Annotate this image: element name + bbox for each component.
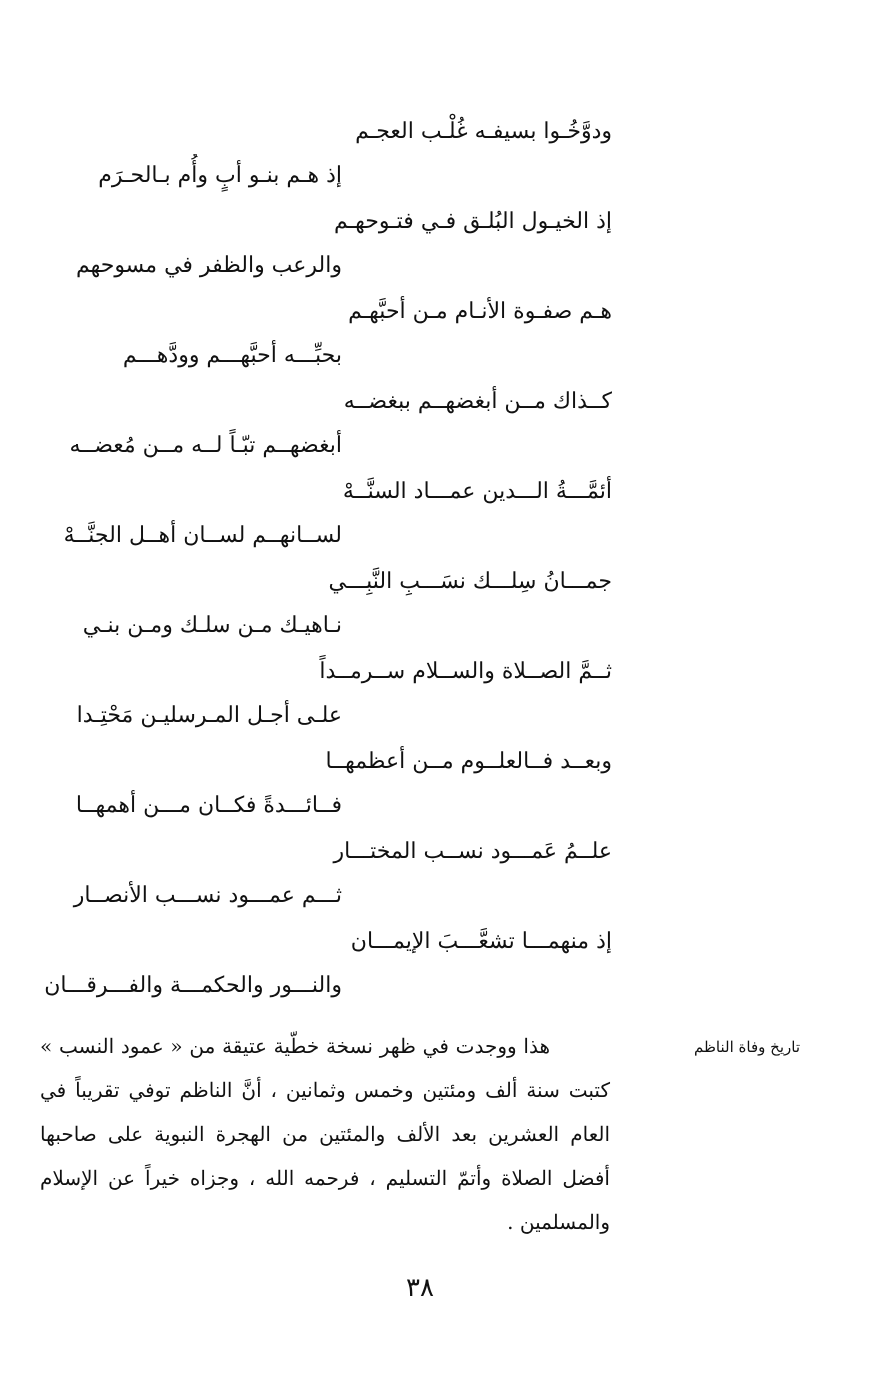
page-number: ٣٨	[406, 1273, 434, 1303]
verse-4-second-hemistich: أبغضهــم تبّـاً لــه مــن مُعضــه	[69, 433, 342, 458]
verse-6-first-hemistich: جمـــانُ سِلـــك نسَـــبِ النَّبِـــي	[328, 569, 612, 594]
verse-1-second-hemistich: إذ هـم بنـو أبٍ وأُم بـالحـرَم	[98, 163, 342, 188]
verse-3-first-hemistich: هـم صفـوة الأنـام مـن أحبَّهـم	[348, 299, 612, 324]
verse-3-second-hemistich: بحبِّـــه أحبَّهـــم وودَّهـــم	[122, 343, 342, 368]
verse-10-second-hemistich: والنـــور والحكمـــة والفـــرقـــان	[44, 973, 342, 998]
verse-8-first-hemistich: وبعــد فــالعلــوم مــن أعظمهــا	[325, 749, 612, 774]
verse-5-second-hemistich: لســانهــم لســان أهــل الجنَّــهْ	[63, 523, 342, 548]
verse-9-first-hemistich: علــمُ عَمـــود نســب المختـــار	[333, 839, 612, 864]
verse-5-first-hemistich: أئمَّـــةُ الـــدين عمـــاد السنَّــهْ	[342, 479, 612, 504]
verse-6-second-hemistich: نـاهيـك مـن سلـك ومـن بنـي	[82, 613, 342, 638]
verse-9-second-hemistich: ثـــم عمـــود نســـب الأنصــار	[73, 883, 342, 908]
verse-4-first-hemistich: كــذاك مــن أبغضهــم ببغضــه	[343, 389, 612, 414]
verse-8-second-hemistich: فــائـــدةً فكــان مـــن أهمهــا	[75, 793, 342, 818]
margin-note: تاريخ وفاة الناظم	[694, 1038, 800, 1056]
poem-verses	[40, 110, 612, 1010]
prose-text: هذا ووجدت في ظهر نسخة خطّية عتيقة من « عمود النسب » كتبت سنة ألف ومئتين وخمس وثمانين ، أنَّ الناظم توفي تقريباً في العام العشرين بعد الألف والمئتين من الهجرة النبوية على صاحبها أفضل الصلاة وأتمّ التسليم ، فرحمه الله ، وجزاه خيراً عن الإسلام والمسلمين .	[40, 1034, 610, 1234]
verse-7-second-hemistich: علـى أجـل المـرسليـن مَحْتِـدا	[76, 703, 342, 728]
verse-10-first-hemistich: إذ منهمـــا تشعَّـــبَ الإيمـــان	[350, 929, 612, 954]
verse-1-first-hemistich: ودوَّخُـوا بسيفـه غُلْـب العجـم	[355, 119, 612, 144]
verse-2-first-hemistich: إذ الخيـول البُلـق فـي فتـوحهـم	[334, 209, 612, 234]
verse-2-second-hemistich: والرعب والظفر في مسوحهم	[75, 253, 342, 278]
prose-paragraph	[40, 1024, 610, 1244]
verse-7-first-hemistich: ثــمَّ الصــلاة والســلام ســرمــداً	[319, 659, 612, 684]
